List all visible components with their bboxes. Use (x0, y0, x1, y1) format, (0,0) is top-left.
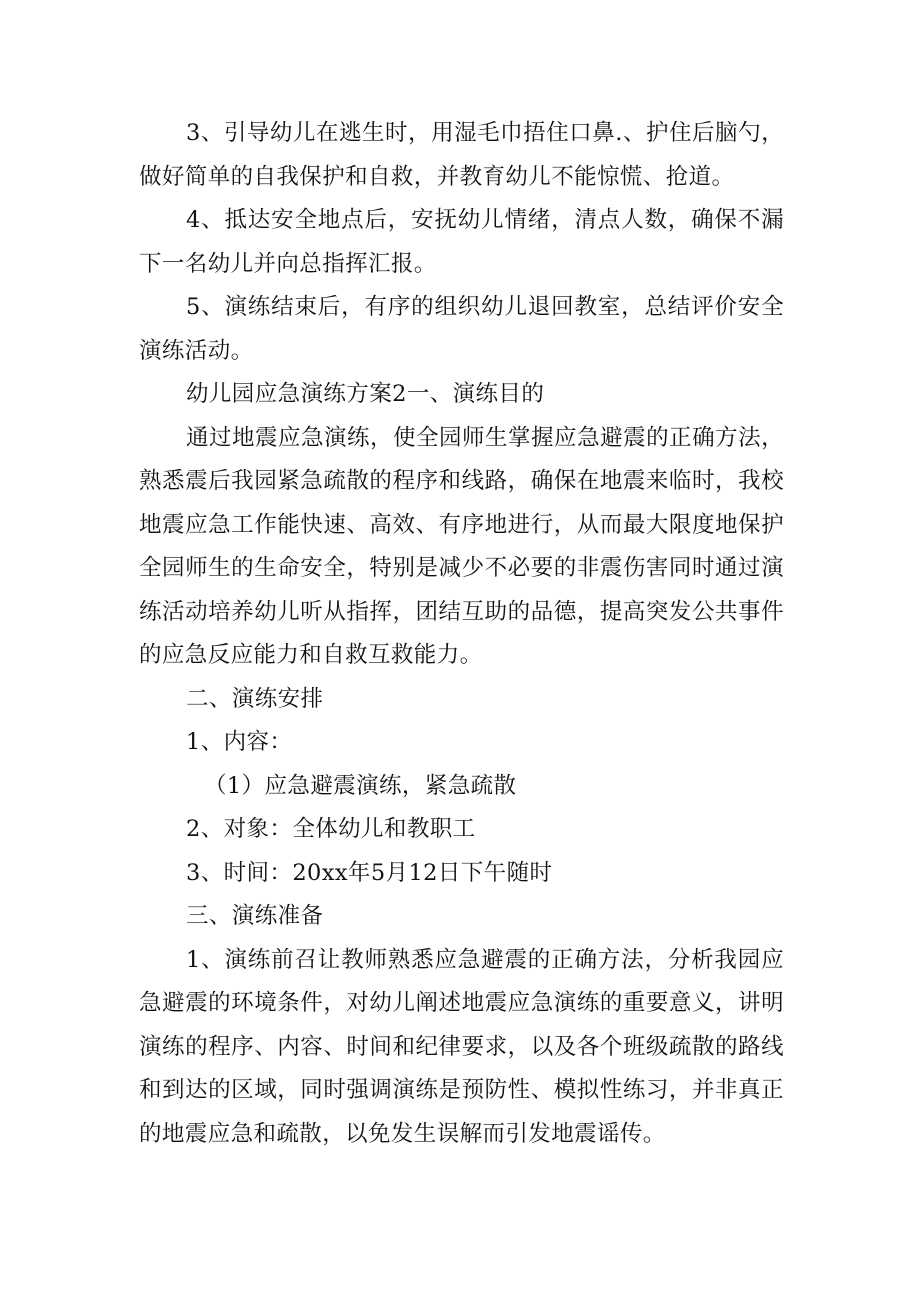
paragraph-step-3-escape: 3、引导幼儿在逃生时，用湿毛巾捂住口鼻.、护住后脑勺，做好简单的自我保护和自救，并教育幼儿不能惊慌、抢道。 (139, 120, 784, 190)
document-body (139, 112, 784, 1156)
section-heading-preparation: 三、演练准备 (186, 903, 324, 929)
paragraph-step-4-safe-location: 4、抵达安全地点后，安抚幼儿情绪，清点人数，确保不漏下一名幼儿并向总指挥汇报。 (139, 207, 784, 277)
paragraph-step-5-conclusion: 5、演练结束后，有序的组织幼儿退回教室，总结评价安全演练活动。 (139, 294, 784, 364)
section-heading-arrangement: 二、演练安排 (186, 685, 324, 712)
sub-item-content-1: （1）应急避震演练，紧急疏散 (204, 772, 517, 799)
item-target: 2、对象：全体幼儿和教职工 (186, 816, 476, 842)
item-content: 1、内容： (186, 729, 293, 755)
paragraph-purpose: 通过地震应急演练，使全园师生掌握应急避震的正确方法，熟悉震后我园紧急疏散的程序和线路，确保在地震来临时，我校地震应急工作能快速、高效、有序地进行，从而最大限度地保护全园师生的生命安全，特别是减少不必要的非震伤害同时通过演练活动培养幼儿听从指挥，团结互助的品德，提高突发公共事件的应急反应能力和自救互救能力。 (139, 424, 784, 668)
item-time: 3、时间：20xx年5月12日下午随时 (186, 859, 553, 886)
paragraph-preparation-1: 1、演练前召让教师熟悉应急避震的正确方法，分析我园应急避震的环境条件，对幼儿阐述地震应急演练的重要意义，讲明演练的程序、内容、时间和纪律要求，以及各个班级疏散的路线和到达的区域，同时强调演练是预防性、模拟性练习，并非真正的地震应急和疏散，以免发生误解而引发地震谣传。 (139, 946, 784, 1147)
section-heading-plan-2-purpose: 幼儿园应急演练方案2一、演练目的 (186, 381, 545, 407)
